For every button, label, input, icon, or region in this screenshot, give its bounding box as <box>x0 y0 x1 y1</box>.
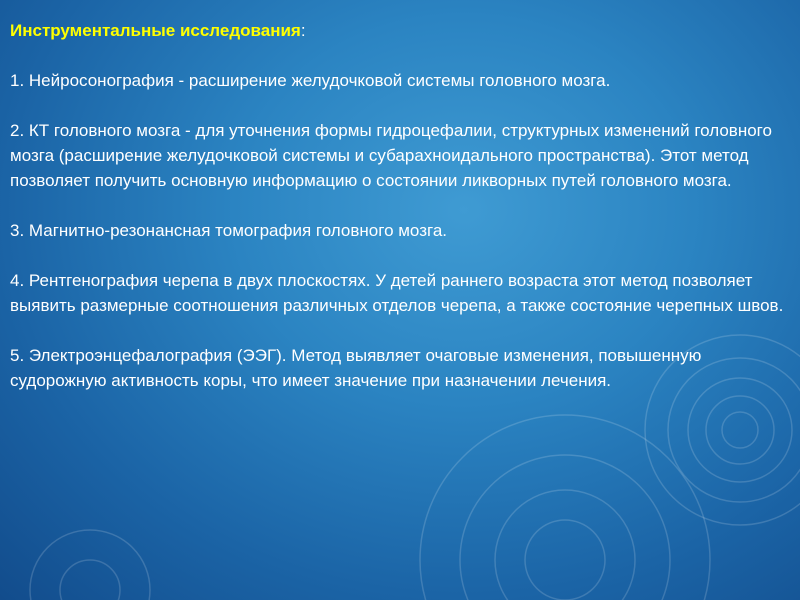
list-item-neurosonography: 1. Нейросонография - расширение желудочковой системы головного мозга. <box>10 71 611 90</box>
list-item-ct: 2. КТ головного мозга - для уточнения формы гидроцефалии, структурных изменений головного мозга (расширение желудочковой системы и субарахноидального пространства). Этот метод позволяет получить основную информацию о состоянии ликворных путей головного мозга. <box>10 121 772 190</box>
slide-title <box>10 18 785 43</box>
slide-title-text: Инструментальные исследования <box>10 21 301 40</box>
slide-content <box>10 18 785 418</box>
slide-title-colon: : <box>300 21 306 40</box>
list-item-eeg: 5. Электроэнцефалография (ЭЭГ). Метод выявляет очаговые изменения, повышенную судорожную активность коры, что имеет значение при назначении лечения. <box>10 346 702 390</box>
list-item-xray: 4. Рентгенография черепа в двух плоскостях. У детей раннего возраста этот метод позволяет выявить размерные соотношения различных отделов черепа, а также состояние черепных швов. <box>10 271 784 315</box>
list-item-mri: 3. Магнитно-резонансная томография головного мозга. <box>10 221 447 240</box>
